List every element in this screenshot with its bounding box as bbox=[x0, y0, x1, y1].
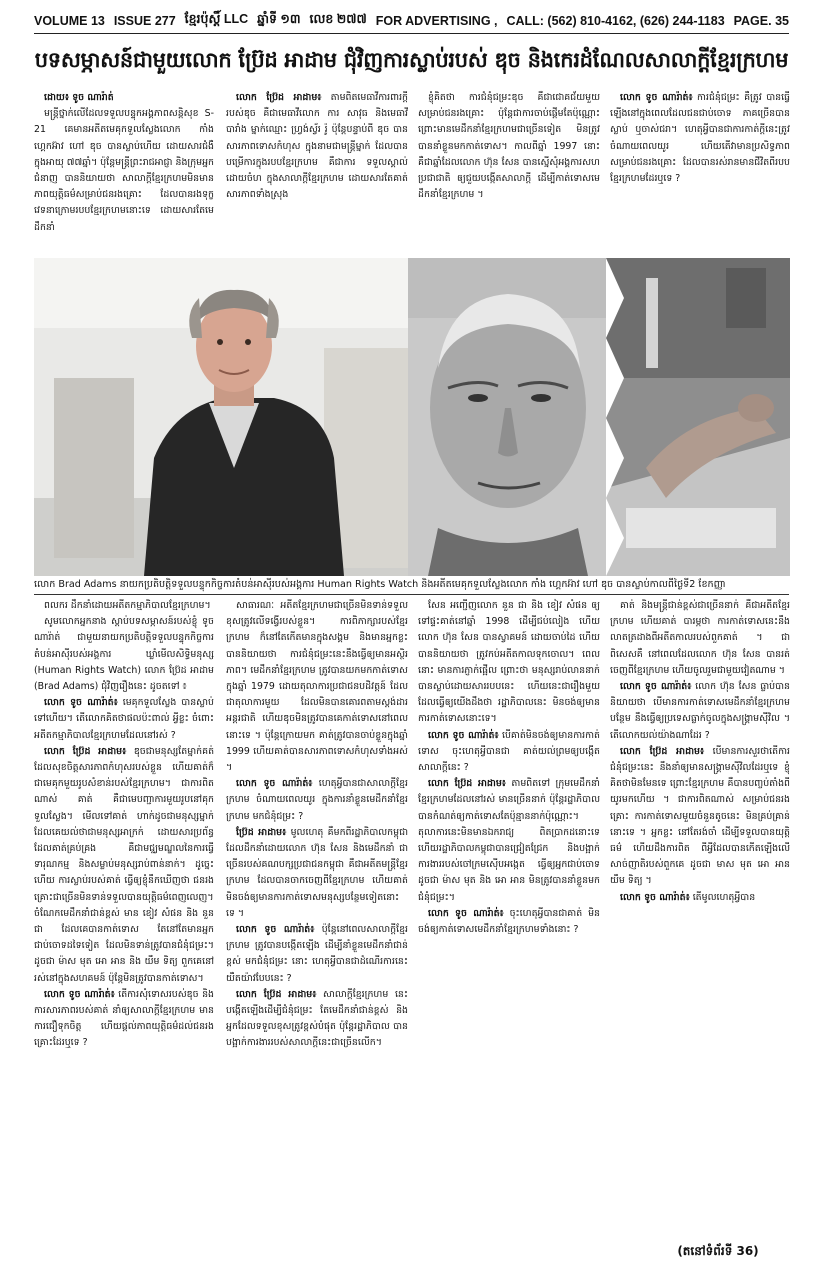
speaker-label: លោក ប្រ៊ែដ អាដាម៖ bbox=[428, 778, 506, 790]
paragraph bbox=[610, 890, 790, 906]
text-column-top-2 bbox=[226, 90, 408, 258]
text-column-bottom-1 bbox=[34, 598, 214, 1238]
paragraph-text: សែន អញ្ជើញលោក នួន ជា និង ខៀវ សំផន ឲ្យទៅផ្ទះគាត់នៅឆ្នាំ 1998 ដើម្បីជប់លៀង ហើយលោក ហ៊ុន សែន បានស្វាគមន៍ ដោយចាប់ដៃ ហើយបាននិយាយថា ត្រូវកប់អតីតកាលទុកចោល។ ពេលនោះ មានការភ្ញាក់ផ្អើល ព្រោះថា មនុស្សរាប់លាននាក់ បានស្លាប់ដោយសាររបបនេះ ហើយនេះជារឿងមួយ ដែលធ្វើឲ្យយើងដឹងថា រដ្ឋាភិបាលនេះ មិនចង់ឲ្យមានការកាត់ទោសនោះទេ។ bbox=[418, 600, 600, 725]
paragraph bbox=[610, 90, 790, 187]
paragraph bbox=[226, 922, 408, 987]
article-headline: បទសម្ភាសន៍ជាមួយលោក ប្រ៊ែដ អាដាម ជុំវិញការស្លាប់របស់ ឌុច និងកេរដំណែលសាលាក្តីខ្មែរក្រហម bbox=[34, 48, 789, 72]
paragraph bbox=[34, 744, 214, 987]
paragraph bbox=[226, 776, 408, 825]
paragraph-text: តាមពិតទៅ ក្រុមមេដឹកនាំខ្មែរក្រហមដែលនៅរស់ មានច្រើននាក់ ប៉ុន្តែរដ្ឋាភិបាល បានកំណត់ឲ្យកាត់ទោសតែប៉ុន្មាននាក់ប៉ុណ្ណោះ។ តុលាការនេះមិនមានឯករាជ្យ ពិតប្រាកដនោះទេ ហើយរដ្ឋាភិបាលកម្ពុជាបានជ្រៀតជ្រែក និងបង្អាក់ ការងាររបស់ចៅក្រមស៊ើបអង្កេត ធ្វើឲ្យអ្នកជាប់ចោទដូចជា ម៉ាស មុត និង អោ អាន មិនត្រូវបាននាំខ្លួនមកជំនុំជម្រះ។ bbox=[418, 778, 600, 903]
paragraph bbox=[610, 598, 790, 679]
contact-phone: CALL: (562) 810-4162, (626) 244-1183 bbox=[506, 14, 725, 28]
paragraph-text: មន្ត្រីថ្នាក់លើដែលទទួលបន្ទុកអង្គភាពសន្តិសុខ S-21 គេមានអតីតមេគុកទួលស្លែងលោក កាំង ហ្គេកអ៊ាវ ហៅ ឌុច បានស្លាប់ហើយ ដោយសារជំងឺ ក្នុងអាយុ ៧៧ឆ្នាំ។ ប៉ុន្តែមន្ត្រីព្រះរាជអាជ្ញា និងក្រុមអ្នកជំនាញ បាននិយាយថា សាលាក្តីខ្មែរក្រហមមិនមានភាពយុត្តិធម៌សម្រាប់ជនរងគ្រោះ ដែលបានរងទុក្ខវេទនាក្រោមរបបខ្មែរក្រហមនោះទេ ដោយសារតែមេដឹកនាំ bbox=[34, 108, 214, 233]
paragraph bbox=[34, 106, 214, 236]
speaker-label: លោក ប្រ៊ែដ អាដាម៖ bbox=[620, 745, 705, 757]
year-number: ឆ្នាំទី ១៣ bbox=[257, 12, 301, 26]
photo-caption: លោក Brad Adams នាយកប្រតិបត្តិទទួលបន្ទុកកិច្ចការតំបន់អាស៊ីរបស់អង្គការ Human Rights Watch និងអតីតមេគុកទួលស្លែងលោក កាំង ហ្គេកអ៊ាវ ហៅ ឌុច បានស្លាប់កាលពីថ្ងៃទី2 ខែកញ្ញា bbox=[34, 576, 789, 595]
paragraph-text: តាមពិតមេធាវីការពារក្តីរបស់ឌុច គឺជាមេធាវីលោក ការ សាវុធ និងមេធាវីបារាំង ម្នាក់ឈ្មោះ ហ្វ្រង់ស្វ័រ រ៉ូ ប៉ុន្តែបន្ទាប់ពី ឌុច បានសារភាពទោសកំហុស ក្នុងនាមជាមន្ត្រីម្នាក់ ដែលបានបម្រើការក្នុងរបបខ្មែរក្រហម គឺជាការ ទទួលស្គាល់ដោយចំហ ក្នុងសាលាក្តីខ្មែរក្រហម ដោយសារតែគាត់សារភាពទាំងស្រុង bbox=[226, 92, 408, 201]
paragraph-text: ចុះហេតុអ្វីបានជាគាត់ មិនចង់ឲ្យកាត់ទោសមេដឹកនាំខ្មែរក្រហមទាំងនោះ ? bbox=[418, 907, 600, 936]
speaker-label: លោក ទូច ណារ៉ាត់៖ bbox=[44, 697, 118, 709]
paragraph bbox=[418, 776, 600, 906]
paragraph-text: គាត់ និងមន្ត្រីជាន់ខ្ពស់ជាច្រើននាក់ គឺជាអតីតខ្មែរក្រហម ហើយគាត់ បារម្ភថា ការកាត់ទោសនេះនឹងលាតត្រដាងពីអតីតកាលរបស់ពួកគាត់ ។ ជាពិសេសគឺ នៅពេលដែលលោក ហ៊ុន សែន បានរត់ចេញពីខ្មែរក្រហម ហើយចូលរួមជាមួយវៀតណាម ។ bbox=[610, 600, 790, 676]
page-header bbox=[34, 10, 789, 32]
speaker-label: លោក ទូច ណារ៉ាត់៖ bbox=[236, 778, 313, 790]
paragraph-text: ការជំនុំជម្រះ គឺត្រូវ បានធ្វើឡើងនៅក្នុងពេលដែលជនជាប់ចោទ ភាគច្រើនបានស្លាប់ ឬចាស់ជរា។ ហេតុអ្វីបានជាការកាត់ក្តីនេះត្រូវចំណាយពេលយូរ ហើយតើវាមានប្រសិទ្ធភាពសម្រាប់ជនរងគ្រោះ ដែលបានរស់រានមានជីវិតពីរបបខ្មែរក្រហមដែរឬទេ ? bbox=[610, 92, 790, 185]
paragraph-text: ពលករ ដឹកនាំដោយអតីតកម្មាភិបាលខ្មែរក្រហម។ bbox=[44, 600, 211, 611]
header-divider bbox=[34, 33, 789, 34]
speaker-label: លោក ប្រ៊ែដ អាដាម៖ bbox=[44, 745, 127, 757]
paragraph bbox=[34, 695, 214, 744]
speaker-label: លោក ទូច ណារ៉ាត់៖ bbox=[620, 681, 692, 693]
text-column-bottom-2 bbox=[226, 598, 408, 1238]
paragraph-text: ខ្ញុំគិតថា ការជំនុំជម្រះឌុច គឺជាជោគជ័យមួយសម្រាប់ជនរងគ្រោះ ប៉ុន្តែជាការចាប់ផ្តើមតែប៉ុណ្ណោះ ព្រោះមានមេដឹកនាំខ្មែរក្រហមជាច្រើនទៀត មិនត្រូវបាននាំខ្លួនមកកាត់ទោស។ កាលពីឆ្នាំ 1997 នោះ គឺជាឆ្នាំដែលលោក ហ៊ុន សែន បានស្នើសុំអង្គការសហប្រជាជាតិ ឲ្យជួយបង្កើតសាលាក្តី ដើម្បីកាត់ទោសមេដឹកនាំខ្មែរក្រហម ។ bbox=[418, 92, 600, 201]
text-column-top-3 bbox=[418, 90, 600, 258]
byline bbox=[34, 90, 214, 106]
brad-adams-photo bbox=[34, 258, 408, 576]
paragraph bbox=[418, 728, 600, 777]
speaker-label: លោក ទូច ណារ៉ាត់៖ bbox=[44, 988, 115, 1000]
page-number: PAGE. 35 bbox=[733, 14, 789, 28]
paragraph-text: តើការសុំទោសរបស់ឌុច និងការសារភាពរបស់គាត់ នាំឲ្យសាលាក្តីខ្មែរក្រហម មានការជឿទុកចិត្ត ហើយផ្តល់ភាពយុត្តិធម៌ដល់ជនរងគ្រោះដែរឬទេ ? bbox=[34, 988, 214, 1049]
paragraph bbox=[418, 90, 600, 203]
paragraph-text: បើមានការសួរថាតើការជំនុំជម្រះនេះ នឹងនាំឲ្យមានសង្គ្រាមស៊ីវិលដែរឬទេ ខ្ញុំគិតថាមិនមែនទេ ព្រោះខ្មែរក្រហម គឺបានបញ្ចប់តាំងពីយូរមកហើយ ។ ជាការពិតណាស់ សម្រាប់ជនរងគ្រោះ ការកាត់ទោសមួយចំនួនតូចនេះ មិនគ្រប់គ្រាន់នោះទេ ។ អ្នកខ្លះ នៅតែរង់ចាំ ដើម្បីទទួលបានយុត្តិធម៌ ហើយដឹងការពិត ពីអ្វីដែលបានកើតឡើងលើសាច់ញាតិរបស់ពួកគេ ដូចជា មាស មុត អោ អាន យឹម ទិត្យ ។ bbox=[610, 745, 790, 887]
paragraph-text: សូមលោកអ្នកនាង ស្តាប់បទសម្ភាសន៍របស់ខ្ញុំ ទូច ណារ៉ាត់ ជាមួយនាយកប្រតិបត្តិទទួលបន្ទុកកិច្ចការតំបន់អាស៊ីរបស់អង្គការ ឃ្លាំមើលសិទ្ធិមនុស្ស (Human Rights Watch) លោក ប្រ៊ែដ អាដាម (Brad Adams) ជុំវិញរឿងនេះ ដូចតទៅ ៖ bbox=[34, 616, 214, 693]
hospital-bed-photo bbox=[606, 258, 790, 576]
speaker-label: លោក ទូច ណារ៉ាត់៖ bbox=[428, 729, 499, 741]
paragraph-text: លោក ហ៊ុន សែន ធ្លាប់បាននិយាយថា បើមានការកាត់ទោសមេដឹកនាំខ្មែរក្រហមបន្ថែម នឹងធ្វើឲ្យប្រទេសធ្លាក់ចូលក្នុងសង្គ្រាមស៊ីវិល ។ តើលោកយល់យ៉ាងណាដែរ ? bbox=[610, 681, 790, 741]
text-column-bottom-3 bbox=[418, 598, 600, 1238]
paragraph-text: ប៉ុន្តែនៅពេលសាលាក្តីខ្មែរក្រហម ត្រូវបានបង្កើតឡើង ដើម្បីនាំខ្លួនមេដឹកនាំជាន់ខ្ពស់ មកជំនុំជម្រះ នោះ ហេតុអ្វីបានជាដំណើរការនេះ យឺតយ៉ាវបែបនេះ ? bbox=[226, 924, 408, 984]
paragraph bbox=[34, 614, 214, 695]
paragraph-text: សាលាក្តីខ្មែរក្រហម នេះ បង្កើតឡើងដើម្បីជំនុំជម្រះ តែមេដឹកនាំជាន់ខ្ពស់ និងអ្នកដែលទទួលខុសត្រូវខ្ពស់បំផុត ប៉ុន្តែរដ្ឋាភិបាល បានបង្អាក់ការងាររបស់សាលាក្តីនេះជាច្រើនលើក។ bbox=[226, 988, 408, 1049]
publication-brand: ខ្មែរប៉ុស្តិ៍ LLC bbox=[184, 12, 249, 26]
speaker-label: លោក ប្រ៊ែដ អាដាម៖ bbox=[236, 988, 317, 1000]
text-column-top-4 bbox=[610, 90, 790, 258]
speaker-label: លោក ប្រ៊ែដ អាដាម៖ bbox=[236, 92, 322, 103]
speaker-label: ប្រ៊ែដ អាដាម៖ bbox=[236, 826, 287, 838]
speaker-label: លោក ទូច ណារ៉ាត់៖ bbox=[428, 907, 504, 919]
speaker-label: លោក ទូច ណារ៉ាត់៖ bbox=[236, 924, 315, 936]
paragraph bbox=[610, 744, 790, 890]
paragraph-text: ឌុចជាមនុស្សតែម្នាក់គត់ ដែលសុខចិត្តសារភាពកំហុសរបស់ខ្លួន ហើយគាត់ក៏ជាមេគុកមួយរូបសំខាន់របស់ខ្មែរក្រហម។ ជាការពិតណាស់ គាត់ គឺជាមេបញ្ជាការមួយរូបនៅគុកទួលស្លែង។ មើលទៅគាត់ ហាក់ដូចជាមនុស្សម្នាក់ ដែលគេយល់ថាជាមនុស្សអាក្រក់ ដោយសារប្រព័ន្ធ ដែលគាត់គ្រប់គ្រង គឺជាមជ្ឈមណ្ឌលនៃការធ្វើទារុណកម្ម និងសម្លាប់មនុស្សរាប់ពាន់នាក់។ ដូច្នេះហើយ ការស្លាប់របស់គាត់ ធ្វើឲ្យខ្ញុំនឹកឃើញថា ជនរងគ្រោះជាច្រើនមិនទាន់ទទួលបានយុត្តិធម៌ពេញលេញ។ ចំណែកមេដឹកនាំជាន់ខ្ពស់ មាន ខៀវ សំផន និង នួន ជា ដែលគេបានកាត់ទោស តែនៅតែមានអ្នកជាប់ចោទដទៃទៀត ដែលមិនទាន់ត្រូវបានជំនុំជម្រះ។ ដូចជា ម៉ាស មុត អោ អាន និង យឹម ទិត្យ ពួកគេនៅរស់នៅក្នុងសហគមន៍ ប៉ុន្តែមិនត្រូវបានកាត់ទោស។ bbox=[34, 745, 214, 984]
speaker-label: ដោយ៖ ទូច ណារ៉ាត់ bbox=[44, 92, 114, 103]
duch-portrait-photo bbox=[408, 258, 606, 576]
paragraph-text: ហេតុអ្វីបានជាសាលាក្តីខ្មែរក្រហម ចំណាយពេលយូរ ក្នុងការនាំខ្លួនមេដឹកនាំខ្មែរក្រហម មកជំនុំជម្រះ ? bbox=[226, 778, 408, 822]
speaker-label: លោក ទូច ណារ៉ាត់៖ bbox=[620, 92, 693, 103]
paragraph bbox=[226, 987, 408, 1052]
volume-number: VOLUME 13 bbox=[34, 14, 105, 28]
paragraph-text: មេគុកទួលស្លែង បានស្លាប់ទៅហើយ។ តើលោកគិតថាផលប៉ះពាល់ អ្វីខ្លះ ចំពោះអតីតកម្មាភិបាលខ្មែរក្រហមដែលនៅរស់ ? bbox=[34, 697, 214, 741]
paragraph bbox=[418, 906, 600, 938]
issue-khmer: លេខ ២៧៧ bbox=[309, 12, 367, 26]
text-column-bottom-4 bbox=[610, 598, 790, 1238]
speaker-label: លោក ទូច ណារ៉ាត់៖ bbox=[620, 891, 690, 903]
paragraph-text: សាធារណៈ អតីតខ្មែរក្រហមជាច្រើនមិនទាន់ទទួលខុសត្រូវលើទង្វើរបស់ខ្លួន។ ការពិភាក្សារបស់ខ្មែរក្រហម ក៏នៅតែកើតមានក្នុងសង្គម និងមានអ្នកខ្លះ បាននិយាយថា ការជំនុំជម្រះនេះនឹងធ្វើឲ្យមានអស្ថិរភាព។ មេដឹកនាំខ្មែរក្រហម ត្រូវបានយកមកកាត់ទោស ក្នុងឆ្នាំ 1979 ដោយតុលាការប្រជាជនបដិវត្តន៍ ដែលជាតុលាការមួយ ដែលមិនបានគោរពតាមស្តង់ដារអន្តរជាតិ ហើយឌុចមិនត្រូវបានគេកាត់ទោសនៅពេលនោះទេ ។ ប៉ុន្តែក្រោយមក គាត់ត្រូវបានចាប់ខ្លួនក្នុងឆ្នាំ 1999 ហើយគាត់បានសារភាពទោសកំហុសទាំងអស់ ។ bbox=[226, 600, 408, 774]
paragraph bbox=[226, 598, 408, 776]
paragraph bbox=[226, 90, 408, 203]
continued-notice: (តនៅទំព័រទី 36) bbox=[677, 1244, 759, 1258]
advertising-label: FOR ADVERTISING , bbox=[375, 14, 498, 28]
paragraph bbox=[226, 825, 408, 922]
paragraph bbox=[610, 679, 790, 744]
paragraph-text: បើគាត់មិនចង់ឲ្យមានការកាត់ទោស ចុះហេតុអ្វីបានជា គាត់យល់ព្រមឲ្យបង្កើតសាលាក្តីនេះ ? bbox=[418, 729, 600, 774]
paragraph bbox=[418, 598, 600, 728]
paragraph-text: តើមូលហេតុអ្វីបាន bbox=[692, 891, 756, 903]
issue-number: ISSUE 277 bbox=[113, 14, 176, 28]
paragraph bbox=[34, 598, 214, 614]
paragraph bbox=[34, 987, 214, 1052]
paragraph-text: មូលហេតុ គឺមកពីរដ្ឋាភិបាលកម្ពុជាដែលដឹកនាំដោយលោក ហ៊ុន សែន និងមេដឹកនាំ ជាច្រើនរបស់គណបក្សប្រជាជនកម្ពុជា គឺជាអតីតមន្ត្រីខ្មែរក្រហម ដែលបានចាកចេញពីខ្មែរក្រហម ហើយគាត់មិនចង់ឲ្យមានការកាត់ទោសមនុស្សបន្ថែមទៀតនោះទេ ។ bbox=[226, 826, 408, 919]
text-column-top-1 bbox=[34, 90, 214, 258]
